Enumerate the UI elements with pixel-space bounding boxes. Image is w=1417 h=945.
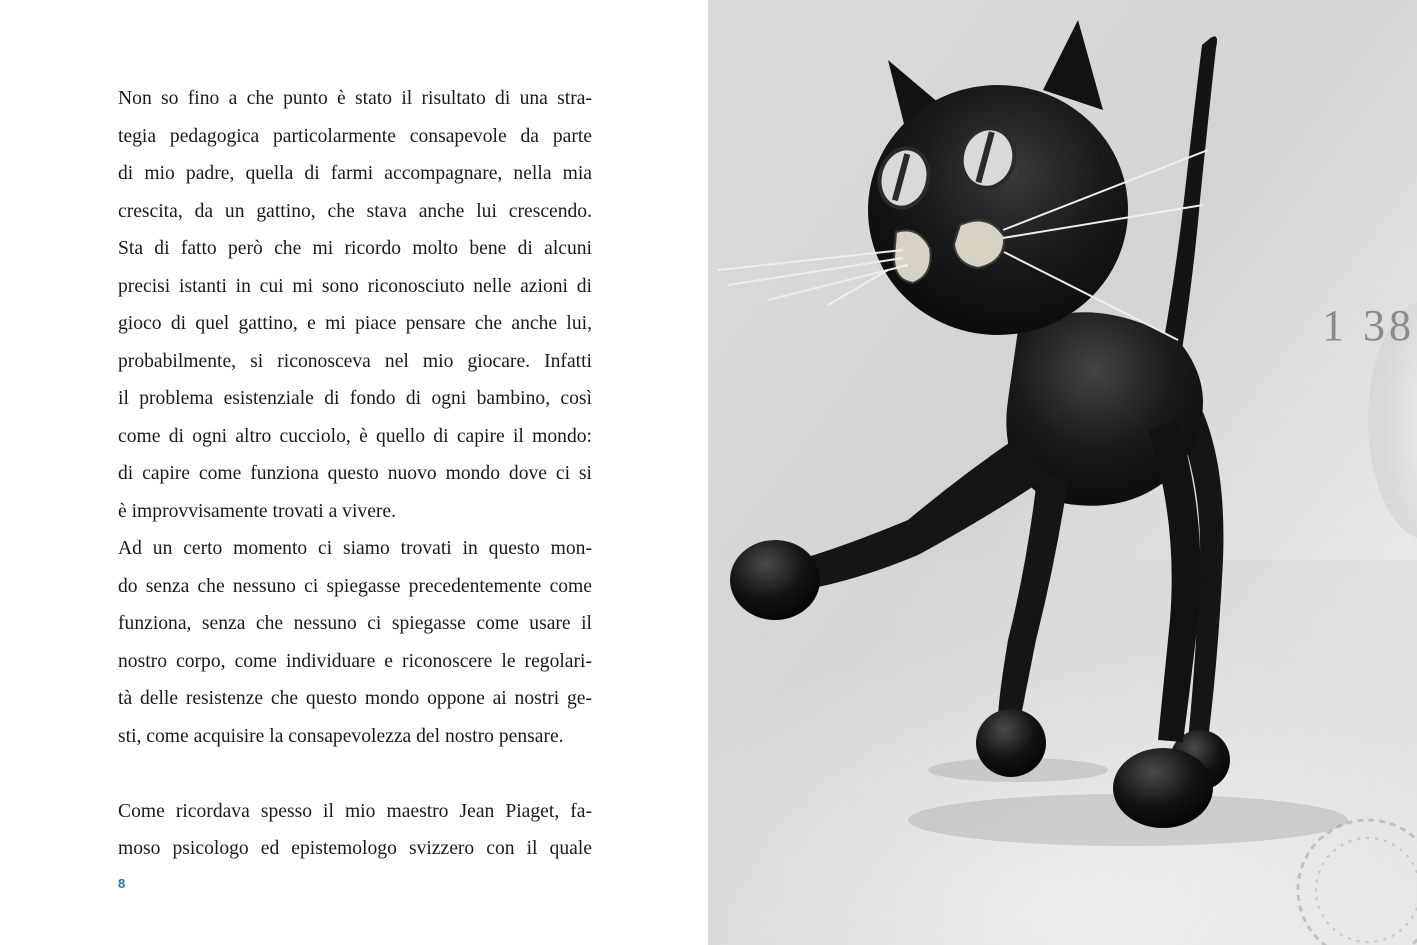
text-line: il problema esistenziale di fondo di ogni bambino, così [118, 388, 592, 409]
text-line: è improvvisamente trovati a vivere. [118, 500, 397, 522]
text-line: tà delle resistenze che questo mondo oppone ai nostri ge- [118, 688, 592, 709]
text-line: funziona, senza che nessuno ci spiegasse come usare il [118, 613, 592, 634]
stamp-number: 1 38 [1322, 301, 1415, 350]
text-line: precisi istanti in cui mi sono riconosciuto nelle azioni di [118, 275, 592, 297]
text-line: Ad un certo momento ci siamo trovati in questo mon- [118, 538, 592, 559]
text-line: Come ricordava spesso il mio maestro Jean Piaget, fa- [118, 800, 592, 822]
text-line: Non so fino a che punto è stato il risultato di una stra- [118, 88, 592, 109]
text-line: moso psicologo ed epistemologo svizzero con il quale [118, 838, 592, 859]
text-line: di mio padre, quella di farmi accompagnare, nella mia [118, 163, 592, 184]
text-line: do senza che nessuno ci spiegasse precedentemente come [118, 575, 592, 597]
cat-head [868, 85, 1128, 335]
left-page [0, 0, 708, 945]
text-line: Sta di fatto però che mi ricordo molto bene di alcuni [118, 238, 592, 259]
text-line: come di ogni altro cucciolo, è quello di capire il mondo: [118, 425, 592, 447]
text-line: crescita, da un gattino, che stava anche lui crescendo. [118, 200, 592, 222]
body-text [118, 80, 592, 868]
cat-photo [708, 0, 1417, 945]
text-line: di capire come funziona questo nuovo mondo dove ci si [118, 463, 592, 484]
text-line: sti, come acquisire la consapevolezza del nostro pensare. [118, 725, 564, 747]
text-line: tegia pedagogica particolarmente consapevole da parte [118, 125, 592, 147]
page-number: 8 [118, 876, 126, 891]
cat-back-foot [1113, 748, 1213, 828]
text-line: probabilmente, si riconosceva nel mio giocare. Infatti [118, 350, 592, 372]
text-line: gioco di quel gattino, e mi piace pensare che anche lui, [118, 313, 592, 334]
text-line: nostro corpo, come individuare e riconoscere le regolari- [118, 650, 592, 672]
paragraph-gap [118, 755, 592, 793]
